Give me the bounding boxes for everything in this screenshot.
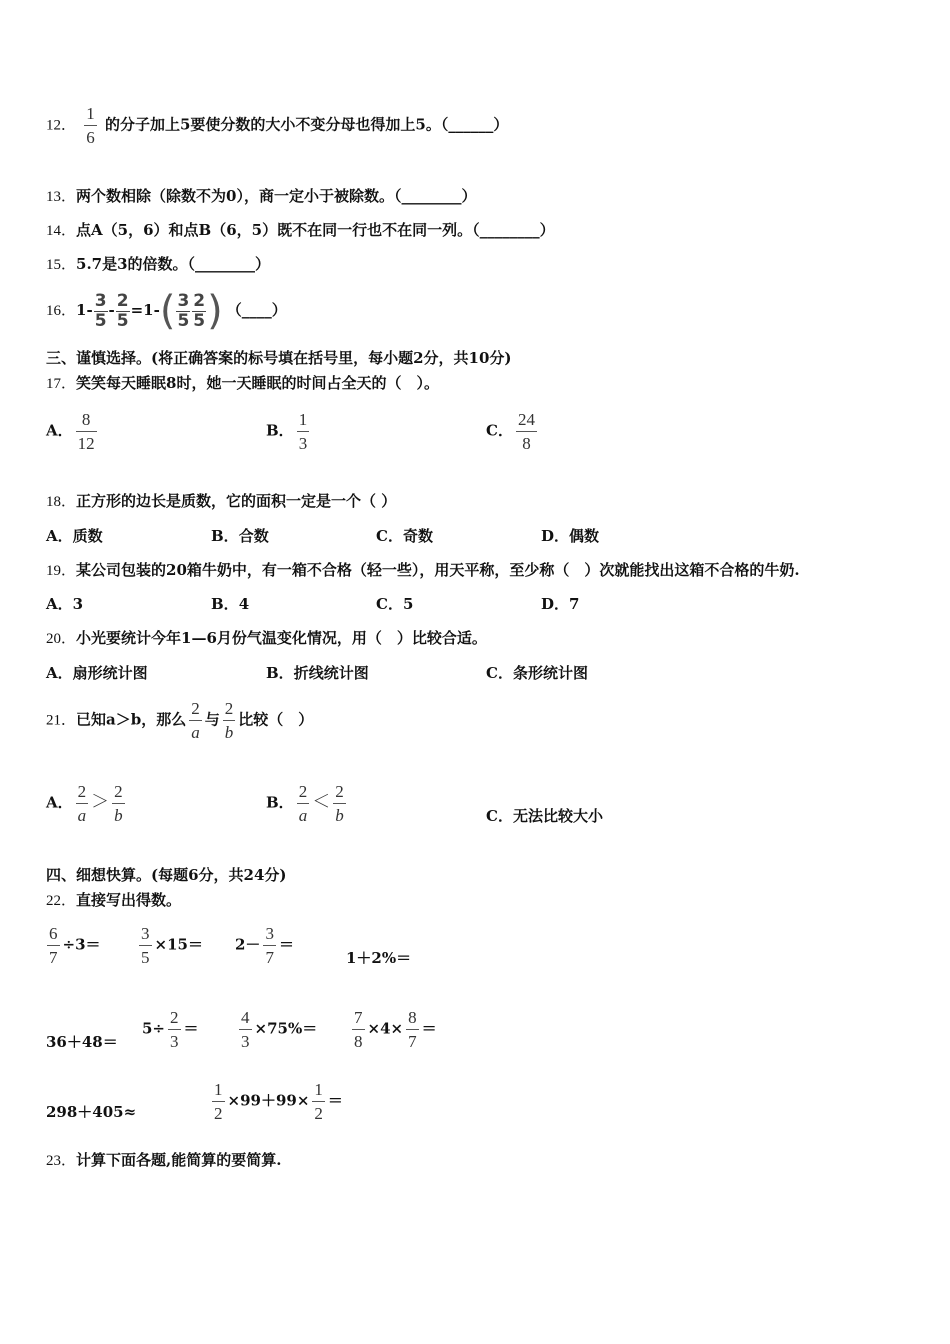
question-text: 5.7是3的倍数。（________）: [76, 255, 271, 273]
fraction: [116, 290, 130, 331]
expression-part: ×99＋99×: [227, 1091, 310, 1110]
comparison-operator: ＞: [91, 791, 110, 813]
option-b: [266, 663, 369, 683]
expression-part: ÷3＝: [62, 935, 101, 954]
denominator: [189, 721, 202, 742]
fraction: [297, 782, 310, 825]
numerator: 2: [193, 290, 206, 311]
expression-part: 1-: [76, 301, 93, 319]
numerator: 3: [139, 924, 152, 946]
option-label: B．: [211, 595, 239, 613]
numerator: 2: [223, 699, 236, 721]
question-text: 两个数相除（除数不为0），商一定小于被除数。（________）: [76, 187, 477, 205]
question-number: 15．: [46, 257, 77, 273]
calc-item: [44, 924, 101, 967]
calc-item: [346, 948, 411, 968]
question-text: 某公司包装的20箱牛奶中，有一箱不合格（轻一些），用天平称，至少称（ ）次就能找出这箱不合格的牛奶.: [76, 561, 800, 579]
question-text: 已知a＞b，那么: [76, 710, 187, 729]
numerator: 3: [177, 290, 190, 311]
numerator: 8: [406, 1008, 419, 1030]
expression-part: ×15＝: [154, 935, 203, 954]
question-number: 22．: [46, 893, 77, 909]
option-text: 奇数: [402, 527, 433, 545]
option-b: [211, 594, 249, 614]
denominator: 8: [522, 434, 531, 453]
question-14: [46, 220, 555, 241]
option-text: 折线统计图: [293, 664, 369, 682]
fraction: [189, 699, 202, 742]
question-23: [46, 1150, 281, 1171]
numerator: 3: [263, 924, 276, 946]
fraction: [333, 782, 346, 825]
denominator: 2: [214, 1104, 223, 1123]
fraction: [139, 924, 152, 967]
expression-part: ＝: [278, 935, 294, 954]
variable: a: [77, 806, 87, 825]
denominator: 7: [408, 1032, 417, 1051]
fraction: [297, 410, 310, 453]
calc-item: [136, 924, 203, 967]
numerator: 2: [333, 782, 346, 804]
variable: a: [191, 723, 200, 742]
option-label: B．: [266, 421, 294, 440]
option-label: C．: [486, 664, 513, 682]
question-number: 21．: [46, 712, 77, 729]
question-number: 14．: [46, 223, 77, 239]
option-label: A．: [46, 595, 73, 613]
question-number: 13．: [46, 189, 77, 205]
calc-item: [46, 1032, 118, 1052]
option-d: [541, 594, 579, 614]
numerator: 6: [47, 924, 60, 946]
option-label: A．: [46, 664, 73, 682]
expression-part: =1-: [130, 301, 160, 319]
denominator: 5: [94, 310, 107, 331]
denominator: 3: [298, 434, 308, 453]
option-label: C．: [376, 527, 403, 545]
denominator: 5: [177, 310, 190, 331]
expression-part: ＝: [183, 1019, 199, 1038]
option-text: 扇形统计图: [72, 664, 148, 682]
denominator: [223, 721, 236, 742]
fraction: [176, 290, 190, 331]
numerator: 2: [168, 1008, 181, 1030]
fraction: [352, 1008, 365, 1051]
calc-item: [349, 1008, 437, 1051]
variable: b: [224, 723, 234, 742]
question-13: [46, 186, 476, 207]
expression-part: ＝: [421, 1019, 437, 1038]
option-c: [376, 594, 413, 614]
fraction: [112, 782, 125, 825]
option-text: 合数: [238, 527, 269, 545]
question-20: [46, 628, 487, 649]
numerator: 1: [84, 104, 97, 126]
question-number: 16．: [46, 303, 77, 319]
option-text: 4: [238, 595, 250, 613]
question-text: 与: [204, 710, 220, 729]
option-a: [46, 526, 103, 546]
answer-blank: （____）: [226, 301, 287, 319]
fraction: [168, 1008, 181, 1051]
fraction: [312, 1080, 325, 1123]
numerator: 24: [516, 410, 537, 432]
option-c: [486, 806, 603, 826]
option-b: [266, 782, 349, 825]
denominator: [333, 804, 346, 825]
question-number: 17．: [46, 376, 77, 392]
numerator: 3: [94, 290, 107, 311]
numerator: 1: [297, 410, 310, 432]
denominator: 6: [86, 128, 95, 147]
option-a: [46, 782, 128, 825]
option-label: A．: [46, 793, 73, 812]
option-label: B．: [211, 527, 239, 545]
section-title: 四、细想快算。(每题6分，共24分): [46, 866, 287, 884]
variable: b: [335, 806, 344, 825]
option-text: 7: [569, 595, 580, 613]
numerator: 2: [76, 782, 89, 804]
denominator: 5: [116, 310, 129, 331]
numerator: 4: [239, 1008, 252, 1030]
option-a: [46, 410, 100, 453]
option-c: [486, 663, 588, 683]
denominator: 8: [354, 1032, 363, 1051]
calc-item: [209, 1080, 343, 1123]
option-text: 条形统计图: [512, 664, 588, 682]
fraction: [239, 1008, 252, 1051]
fraction: [94, 290, 108, 331]
question-number: 19．: [46, 563, 77, 579]
question-text: 点A（5，6）和点B（6，5）既不在同一行也不在同一列。（________）: [76, 221, 555, 239]
option-label: B．: [266, 793, 294, 812]
question-text: 笑笑每天睡眠8时，她一天睡眠的时间占全天的（ ）。: [76, 374, 439, 392]
option-b: [211, 526, 269, 546]
question-text: 比较（ ）: [238, 710, 314, 729]
option-label: A．: [46, 421, 73, 440]
expression-part: 1＋2%＝: [346, 949, 412, 967]
numerator: 2: [297, 782, 310, 804]
option-label: B．: [266, 664, 294, 682]
option-text: 质数: [72, 527, 103, 545]
question-17: [46, 373, 439, 394]
fraction: [76, 410, 97, 453]
question-16: [46, 288, 287, 333]
calc-item: [236, 1008, 317, 1051]
section-title: 三、谨慎选择。(将正确答案的标号填在括号里，每小题2分，共10分): [46, 349, 512, 367]
option-a: [46, 594, 83, 614]
question-number: 12．: [46, 117, 77, 134]
question-15: [46, 254, 270, 275]
expression-part: 2－: [235, 935, 261, 954]
question-text: 计算下面各题,能简算的要简算.: [76, 1151, 282, 1169]
option-c: [486, 410, 540, 453]
question-12: [46, 104, 508, 147]
expression-part: ＝: [327, 1091, 343, 1110]
option-d: [541, 526, 599, 546]
numerator: 1: [212, 1080, 225, 1102]
question-text: 正方形的边长是质数，它的面积一定是一个（ ）: [76, 492, 397, 510]
option-label: C．: [376, 595, 403, 613]
option-label: A．: [46, 527, 73, 545]
fraction: [263, 924, 276, 967]
option-label: C．: [486, 421, 513, 440]
denominator: 7: [265, 948, 274, 967]
denominator: 12: [77, 434, 95, 453]
operator: -: [108, 301, 115, 319]
numerator: 2: [189, 699, 202, 721]
denominator: [112, 804, 125, 825]
question-22: [46, 890, 181, 911]
calc-item: [235, 924, 294, 967]
option-text: 偶数: [569, 527, 600, 545]
section-4-title: [46, 865, 287, 885]
question-21: [46, 699, 313, 742]
denominator: 2: [314, 1104, 323, 1123]
fraction: [516, 410, 537, 453]
fraction: [47, 924, 60, 967]
question-text: 的分子加上5要使分数的大小不变分母也得加上5。（______）: [104, 115, 509, 134]
fraction: [223, 699, 236, 742]
question-19: [46, 560, 800, 581]
expression-part: ×75%＝: [254, 1019, 318, 1038]
calc-item: [142, 1008, 199, 1051]
option-text: 5: [402, 595, 414, 613]
fraction: [406, 1008, 419, 1051]
question-18: [46, 491, 396, 512]
comparison-operator: ＜: [312, 791, 331, 813]
option-label: D．: [541, 595, 570, 613]
fraction: [84, 104, 97, 147]
option-label: D．: [541, 527, 570, 545]
denominator: 3: [170, 1032, 179, 1051]
option-a: [46, 663, 148, 683]
denominator: [297, 804, 310, 825]
variable: b: [114, 806, 123, 825]
section-3-title: [46, 348, 512, 368]
option-text: 3: [72, 595, 84, 613]
fraction: [212, 1080, 225, 1123]
fraction: [76, 782, 89, 825]
option-label: C．: [486, 807, 513, 825]
expression-part: 298＋405≈: [46, 1103, 137, 1121]
numerator: 2: [112, 782, 125, 804]
option-text: 无法比较大小: [512, 807, 603, 825]
question-text: 直接写出得数。: [76, 891, 182, 909]
expression-part: 5÷: [142, 1019, 166, 1038]
expression-part: 36＋48＝: [46, 1033, 118, 1051]
numerator: 8: [76, 410, 97, 432]
question-number: 23．: [46, 1153, 77, 1169]
fraction: [192, 290, 206, 331]
calc-item: [46, 1102, 136, 1122]
option-c: [376, 526, 433, 546]
denominator: 5: [193, 310, 206, 331]
question-text: 小光要统计今年1—6月份气温变化情况，用（ ）比较合适。: [76, 629, 487, 647]
question-number: 18．: [46, 494, 77, 510]
expression-part: ×4×: [367, 1019, 404, 1038]
denominator: [76, 804, 89, 825]
option-b: [266, 410, 312, 453]
numerator: 2: [116, 290, 129, 311]
right-paren: ): [207, 288, 223, 334]
denominator: 3: [241, 1032, 250, 1051]
question-number: 20．: [46, 631, 77, 647]
left-paren: (: [159, 288, 176, 334]
denominator: 7: [49, 948, 58, 967]
numerator: 1: [312, 1080, 325, 1102]
denominator: 5: [141, 948, 150, 967]
variable: a: [298, 806, 308, 825]
numerator: 7: [352, 1008, 365, 1030]
